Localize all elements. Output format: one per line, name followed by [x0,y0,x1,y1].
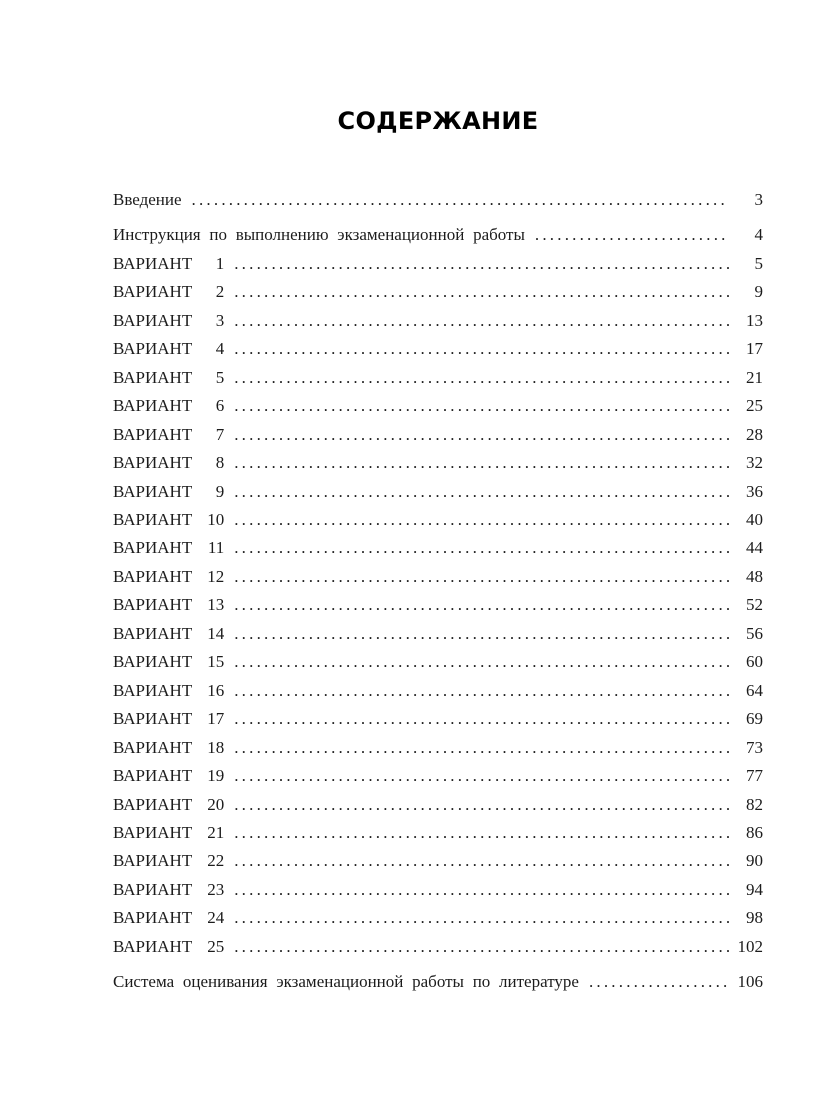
toc-leader-dots [224,904,729,932]
toc-entry [113,534,763,562]
toc-entry-page: 102 [737,936,763,956]
toc-leader-dots [224,819,729,847]
toc-entry [113,335,763,363]
toc-entry-number: 9 [215,481,225,501]
toc-entry-label: ВАРИАНТ [113,709,193,729]
toc-entry [113,506,763,534]
toc-entry-label: ВАРИАНТ [113,851,193,871]
toc-entry-label: ВАРИАНТ [113,623,193,643]
toc-leader-dots [224,478,729,506]
toc-entry-number: 15 [207,652,225,672]
toc-entry-label: Введение [113,190,182,209]
toc-entry [113,904,763,932]
toc-entry [113,307,763,335]
toc-entry-label: ВАРИАНТ [113,453,193,473]
toc-entry-label: ВАРИАНТ [113,538,193,558]
toc-entry-page: 90 [746,851,763,871]
toc-content [113,0,763,997]
toc-entry [113,278,763,306]
toc-leader-dots [224,648,729,676]
toc-entry-page: 73 [746,737,763,757]
toc-entry-number: 23 [207,879,225,899]
toc-entry-label: Система оценивания экзаменационной работы по литературе [113,972,579,992]
toc-leader-dots [579,968,729,996]
toc-entry-number: 12 [207,566,225,586]
toc-entry [113,847,763,875]
toc-leader-dots [224,791,729,819]
toc-entry-page: 21 [746,367,763,387]
toc-leader-dots [525,221,729,249]
toc-entry [113,968,763,996]
toc-leader-dots [224,335,729,363]
toc-entry-label: ВАРИАНТ [113,822,193,842]
toc-entry-label: ВАРИАНТ [113,737,193,757]
toc-entry-label: ВАРИАНТ [113,396,193,416]
toc-entry-number: 4 [215,339,225,359]
toc-entry-label: ВАРИАНТ [113,595,193,615]
toc-entry-label: ВАРИАНТ [113,367,193,387]
toc-entry-label: ВАРИАНТ [113,652,193,672]
toc-entry-number: 1 [215,253,225,273]
toc-entry [113,819,763,847]
toc-entry-number: 11 [207,538,225,558]
toc-entry-number: 22 [207,851,225,871]
toc-leader-dots [224,847,729,875]
toc-entry [113,648,763,676]
toc-entry [113,186,763,214]
toc-entry [113,449,763,477]
toc-entry-number: 25 [207,936,225,956]
toc-leader-dots [224,933,729,961]
toc-leader-dots [224,278,729,306]
toc-entry-page: 13 [746,310,763,330]
toc-entry-page: 64 [746,680,763,700]
toc-entry-number: 19 [207,766,225,786]
toc-leader-dots [224,534,729,562]
toc-entry-page: 44 [746,538,763,558]
toc-entry-label: ВАРИАНТ [113,879,193,899]
toc-entry-number: 8 [215,453,225,473]
toc-entry-page: 82 [746,794,763,814]
page-title: СОДЕРЖАНИЕ [337,107,539,135]
toc-entry-number: 14 [207,623,225,643]
toc-entry [113,221,763,249]
toc-entry-label: ВАРИАНТ [113,310,193,330]
toc-entry-page: 4 [754,225,763,245]
toc-entry-label: ВАРИАНТ [113,253,193,273]
toc-entry-number: 13 [207,595,225,615]
toc-entry [113,791,763,819]
toc-entry-page: 32 [746,453,763,473]
toc-entry-page: 36 [746,481,763,501]
toc-leader-dots [182,186,729,214]
toc-entry-page: 69 [746,709,763,729]
toc-entry [113,620,763,648]
toc-entry [113,421,763,449]
toc-entry [113,591,763,619]
toc-entry-page: 3 [754,190,763,209]
toc-leader-dots [224,421,729,449]
toc-entry [113,677,763,705]
toc-entry [113,876,763,904]
toc-entry-label: ВАРИАНТ [113,680,193,700]
toc-leader-dots [224,506,729,534]
toc-leader-dots [224,250,729,278]
toc-leader-dots [224,620,729,648]
toc-leader-dots [224,677,729,705]
toc-entry [113,364,763,392]
toc-entry-label: ВАРИАНТ [113,766,193,786]
toc-list [113,186,763,997]
toc-entry [113,762,763,790]
toc-entry-label: ВАРИАНТ [113,936,193,956]
toc-entry-number: 20 [207,794,225,814]
toc-entry [113,563,763,591]
toc-leader-dots [224,449,729,477]
toc-entry [113,933,763,961]
toc-entry-label: ВАРИАНТ [113,509,193,529]
toc-leader-dots [224,591,729,619]
toc-entry-page: 25 [746,396,763,416]
toc-leader-dots [224,364,729,392]
toc-entry-page: 77 [746,766,763,786]
toc-entry-number: 24 [207,908,225,928]
toc-entry-page: 106 [737,972,763,992]
toc-leader-dots [224,307,729,335]
toc-entry-label: ВАРИАНТ [113,908,193,928]
toc-entry-page: 56 [746,623,763,643]
toc-entry [113,250,763,278]
toc-entry-label: ВАРИАНТ [113,481,193,501]
toc-entry-page: 48 [746,566,763,586]
toc-entry-label: ВАРИАНТ [113,282,193,302]
toc-entry-number: 2 [215,282,225,302]
toc-entry [113,705,763,733]
toc-entry [113,478,763,506]
toc-entry-number: 7 [215,424,225,444]
toc-entry-label: Инструкция по выполнению экзаменационной работы [113,225,525,245]
toc-leader-dots [224,876,729,904]
toc-entry-page: 17 [746,339,763,359]
toc-entry-label: ВАРИАНТ [113,339,193,359]
toc-entry-number: 21 [207,822,225,842]
toc-entry-page: 5 [754,253,763,273]
toc-entry-number: 16 [207,680,225,700]
toc-entry-page: 40 [746,509,763,529]
toc-leader-dots [224,762,729,790]
toc-entry-number: 17 [207,709,225,729]
toc-entry-number: 6 [215,396,225,416]
toc-entry-number: 3 [215,310,225,330]
toc-leader-dots [224,392,729,420]
toc-entry-label: ВАРИАНТ [113,424,193,444]
toc-entry-label: ВАРИАНТ [113,566,193,586]
toc-leader-dots [224,563,729,591]
toc-entry-page: 94 [746,879,763,899]
toc-entry-label: ВАРИАНТ [113,794,193,814]
toc-entry-page: 98 [746,908,763,928]
toc-entry [113,392,763,420]
toc-leader-dots [224,734,729,762]
toc-leader-dots [224,705,729,733]
toc-entry-page: 86 [746,822,763,842]
toc-entry [113,734,763,762]
toc-entry-page: 9 [754,282,763,302]
toc-entry-page: 52 [746,595,763,615]
toc-entry-page: 28 [746,424,763,444]
toc-entry-page: 60 [746,652,763,672]
toc-entry-number: 10 [207,509,225,529]
toc-entry-number: 5 [215,367,225,387]
toc-entry-number: 18 [207,737,225,757]
